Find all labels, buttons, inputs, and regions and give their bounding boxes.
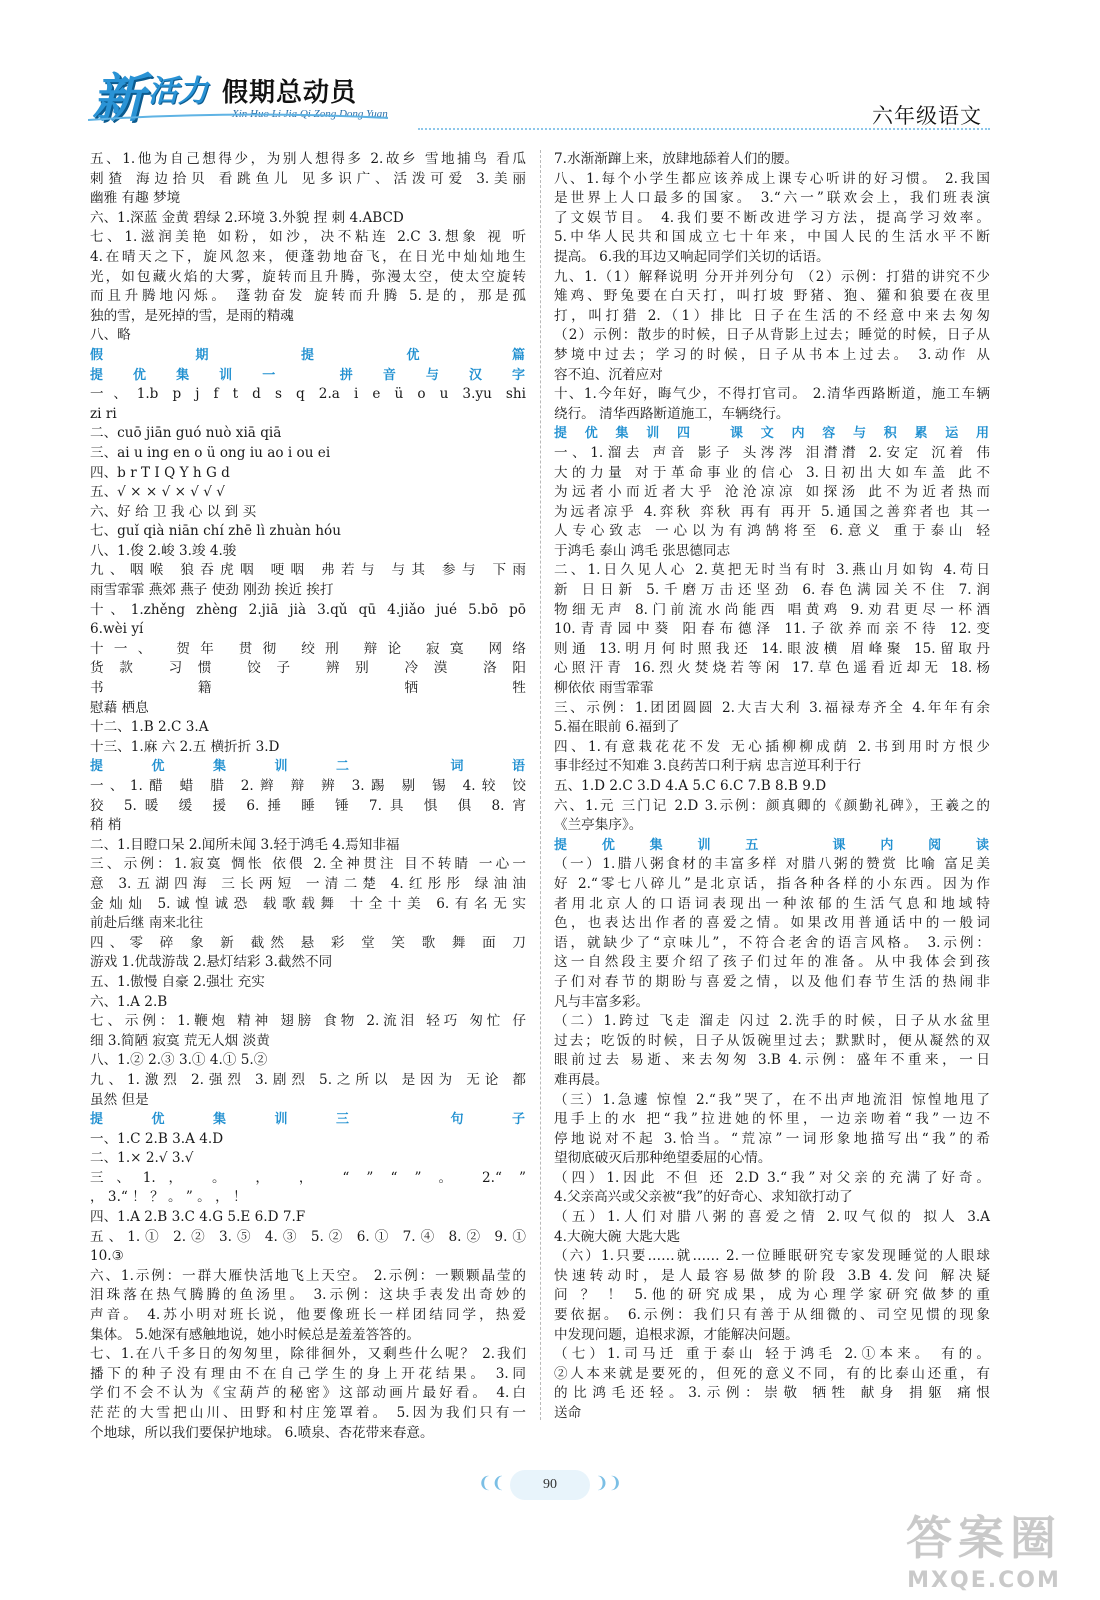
answer-line: 子们对春节的期盼与喜爱之情，以及他们春节生活的热闹非	[554, 973, 990, 990]
answer-line: 了文娱节目。 4.我们要不断改进学习方法，提高学习效率。	[554, 209, 990, 226]
answer-line: 四、1.有意栽花花不发 无心插柳柳成荫 2.书到用时方恨少	[554, 738, 990, 755]
section-heading: 提优集训二 词语	[90, 759, 526, 775]
answer-line: 则通 13.明月何时照我还 14.眼波横 眉峰聚 15.留取丹	[554, 640, 990, 657]
answer-line: 八、1.② 2.③ 3.① 4.① 5.②	[90, 1052, 268, 1069]
answer-line: 七、1.在八千多日的匆匆里，除徘徊外，又剩些什么呢？ 2.我们	[90, 1346, 526, 1363]
answer-line: 5.福在眼前 6.福到了	[554, 719, 680, 736]
answer-line: 问 ？ ！ 5.他的研究成果，成为心理学家研究做梦的重	[554, 1287, 990, 1304]
answer-line: 雉鸡、野兔要在白天打，叫打坡 野猪、狍、獾和狼要在夜里	[554, 288, 990, 305]
answer-line: 提高。 6.我的耳边又响起同学们关切的话语。	[554, 248, 830, 265]
answer-line: 柳依依 雨雪霏霏	[554, 680, 654, 697]
answer-line: 6.wèi yí	[90, 621, 144, 638]
answer-line: 事非经过不知难 3.良药苦口利于病 忠言逆耳利于行	[554, 758, 862, 775]
answer-line: zi ri	[90, 405, 117, 422]
answer-line: 狡 5.暖 缓 援 6.捶 睡 锤 7.具 惧 俱 8.宵	[90, 797, 526, 814]
answer-line: 眼前过去 易逝、来去匆匆 3.B 4.示例：盛年不重来，一日	[554, 1052, 990, 1069]
answer-line: 茫茫的大雪把山川、田野和村庄笼罩着。 5.因为我们只有一	[90, 1405, 526, 1421]
answer-line: 三、示例：1.寂寞 惆怅 依偎 2.全神贯注 目不转睛 一心一	[90, 856, 526, 873]
answer-line: ， 3.“ ！ ？ 。 ” 。 ， ！	[90, 1189, 247, 1206]
answer-line: 播下的种子没有理由不在自己学生的身上开花结果。 3.同	[90, 1365, 526, 1382]
section-heading: 假期提优篇	[90, 347, 526, 363]
answer-line: 于鸿毛 泰山 鸿毛 张思德同志	[554, 542, 731, 559]
answer-line: 物细无声 8.门前流水尚能西 唱黄鸡 9.劝君更尽一杯酒	[554, 601, 990, 618]
answer-line: 八、1.俊 2.峻 3.竣 4.骏	[90, 542, 237, 559]
answer-line: 这一自然段主要介绍了孩子们过年的准备。从中我体会到孩	[554, 954, 990, 971]
answer-line: 梦境中过去；学习的时候，日子从书本上过去。 3.动作 从	[554, 346, 990, 363]
answer-line: 五、1.傲慢 自豪 2.强壮 充实	[90, 973, 265, 990]
answer-line: 10.青青园中葵 阳春布德泽 11.子欲养而亲不待 12.变	[554, 621, 990, 638]
flourish-left-icon: ❨❨	[478, 1473, 505, 1492]
answer-line: 金灿灿 5.诚惶诚恐 载歌载舞 十全十美 6.有名无实	[90, 895, 526, 912]
answer-line: 独的雪，是死掉的雪，是雨的精魂	[90, 307, 294, 324]
answer-line: 稍 梢	[90, 817, 122, 834]
answer-line: 色，也表达出作者的喜爱之情。如果改用普通话中的一般词	[554, 915, 990, 932]
answer-line: 《兰亭集序》。	[554, 817, 643, 834]
answer-line: 集体。 5.她深有感触地说，她小时候总是羞羞答答的。	[90, 1326, 420, 1343]
answer-line: 5.中华人民共和国成立七十年来，中国人民的生活水平不断	[554, 229, 990, 246]
answer-line: 泪珠落在热气腾腾的鱼汤里。 3.示例：这块手表发出奇妙的	[90, 1287, 526, 1304]
logo-huoli-characters: 活力	[148, 74, 208, 109]
answer-line: 七、1.滋润美艳 如粉，如沙，决不粘连 2.C 3.想象 视 听	[90, 229, 526, 246]
answer-line: 容不迫、沉着应对	[554, 366, 663, 383]
section-heading: 提优集训五 课内阅读	[554, 837, 990, 853]
flourish-right-icon: ❩❩	[595, 1473, 622, 1492]
answer-line: （五）1.人们对腊八粥的喜爱之情 2.叹气似的 拟人 3.A	[554, 1209, 990, 1226]
answer-line: 一、1.醋 蜡 腊 2.辫 辩 辨 3.踢 剔 锡 4.较 饺	[90, 778, 526, 794]
answer-line: （一）1.腊八粥食材的丰富多样 对腊八粥的赞赏 比喻 富足美	[554, 856, 990, 873]
answer-line: （六）1.只要……就…… 2.一位睡眠研究专家发现睡觉的人眼球	[554, 1248, 990, 1265]
answer-line: 五、√ × × √ × √ √ √	[90, 484, 225, 501]
answer-line: 大的力量 对于革命事业的信心 3.日初出大如车盖 此不	[554, 464, 990, 481]
series-title: 假期总动员	[222, 78, 358, 108]
answer-line: 绕行。 清华西路断道施工，车辆绕行。	[554, 405, 790, 422]
answer-line: 4.大碗大碗 大匙大匙	[554, 1228, 681, 1245]
answer-line: 心照汗青 16.烈火焚烧若等闲 17.草色遥看近却无 18.杨	[554, 660, 990, 677]
answer-line: 声音。 4.苏小明对班长说，他要像班长一样团结同学，热爱	[90, 1307, 526, 1324]
header-dotted-rule	[418, 128, 990, 130]
answer-line: 游戏 1.优哉游哉 2.悬灯结彩 3.截然不同	[90, 954, 333, 971]
answer-line: 四、1.A 2.B 3.C 4.G 5.E 6.D 7.F	[90, 1209, 306, 1226]
answer-line: 为远者凉乎 4.弈秋 弈秋 再有 再开 5.通国之善弈者也 其一	[554, 503, 990, 520]
answer-line: 二、1.日久见人心 2.莫把无时当有时 3.燕山月如钩 4.苟日	[554, 562, 990, 579]
answer-line: 九、1.（1）解释说明 分开并列分句 （2）示例：打猎的讲究不少	[554, 268, 990, 285]
answer-line: 二、1.目瞪口呆 2.闻所未闻 3.轻于鸿毛 4.焉知非福	[90, 836, 400, 853]
answer-line: 人专心致志 一心以为有鸿鹄将至 6.意义 重于泰山 轻	[554, 523, 990, 540]
answer-line: 四、b r T I Q Y h G d	[90, 464, 230, 481]
answer-line: 甩手上的水 把“我”拉进她的怀里，一边亲吻着“我”一边不	[554, 1111, 990, 1128]
answer-line: 望彻底破灭后那种绝望委屈的心情。	[554, 1150, 772, 1167]
answer-line: （2）示例：散步的时候，日子从背影上过去；睡觉的时候，日子从	[554, 327, 990, 344]
answer-line: 凡与丰富多彩。	[554, 993, 650, 1010]
answer-line: 10.③	[90, 1248, 124, 1265]
answer-line: 九、咽喉 狼吞虎咽 哽咽 弗若与 与其 参与 下雨	[90, 562, 526, 579]
answer-line: （七）1.司马迁 重于泰山 轻于鸿毛 2.①本来。 有的。	[554, 1346, 990, 1363]
answer-line: 十一、 贺年 贯彻 绞刑 辩论 寂寞 网络	[90, 640, 526, 657]
answer-line: 七、示例：1.鞭炮 精神 翅膀 食物 2.流泪 轻巧 匆忙 仔	[90, 1013, 526, 1030]
answer-line: （四）1.因此 不但 还 2.D 3.“我”对父亲的充满了好奇。	[554, 1169, 990, 1186]
answer-line: 六、1.A 2.B	[90, 993, 168, 1010]
answer-line: 二、1.× 2.√ 3.√	[90, 1150, 194, 1167]
answer-line: （三）1.急遽 惊惶 2.“我”哭了，在不出声地流泪 惊惶地甩了	[554, 1091, 990, 1108]
page-number: 90	[510, 1470, 590, 1500]
section-heading: 提优集训四 课文内容与积累运用	[554, 426, 990, 442]
answer-line: 六、1.深蓝 金黄 碧绿 2.环境 3.外貌 捏 刺 4.ABCD	[90, 209, 404, 226]
section-heading: 提优集训一 拼音与汉字	[90, 367, 526, 383]
answer-line: 停地说对不起 3.恰当。“荒凉”一词形象地描写出“我”的希	[554, 1130, 990, 1147]
answer-line: 是世界上人口最多的国家。 3.“六一”联欢会上，我们班表演	[554, 190, 990, 207]
answer-line: 八、略	[90, 327, 131, 344]
answer-line: 新 日日新 5.千磨万击还坚劲 6.春色满园关不住 7.润	[554, 582, 990, 599]
answer-line: 打，叫打猎 2.（1）排比 日子在生活的不经意中来去匆匆	[554, 307, 990, 324]
answer-line: 光，如包藏火焰的大雾，旋转而且升腾，弥漫太空，使太空旋转	[90, 268, 526, 285]
answer-line: 七、guǐ qià niān chí zhē lì zhuàn hóu	[90, 523, 341, 540]
answer-line: 的比鸿毛还轻。3.示例：崇敬 牺牲 献身 捐躯 痛恨	[554, 1385, 990, 1402]
answer-line: 意 3.五湖四海 三长两短 一清二楚 4.红彤彤 绿油油	[90, 875, 526, 892]
answer-line: 4.在晴天之下，旋风忽来，便蓬勃地奋飞，在日光中灿灿地生	[90, 248, 526, 265]
answer-line: 三、ai u ing en o ü ong iu ao i ou ei	[90, 444, 331, 461]
answer-line: 7.水渐渐蹿上来，放肆地舔着人们的腰。	[554, 151, 799, 167]
answer-line: ②人本来就是要死的，但死的意义不同，有的比泰山还重，有	[554, 1365, 990, 1382]
answer-line: 过去；吃饭的时候，日子从饭碗里过去；默默时，便从凝然的双	[554, 1032, 990, 1049]
logo-xin-character: 新	[92, 69, 145, 129]
answer-line: 快速转动时，是人最容易做梦的阶段 3.B 4.发问 解决疑	[554, 1267, 990, 1284]
answer-line: 前赴后继 南来北往	[90, 915, 204, 932]
watermark-logo: 答案圈	[906, 1511, 1062, 1565]
answer-line: 货款 习惯 饺子 辨别 冷漠 洛阳	[90, 660, 526, 677]
answer-line: 中发现问题，追根求源，才能解决问题。	[554, 1326, 799, 1343]
page-header	[0, 0, 1100, 140]
section-heading: 提优集训三 句子	[90, 1112, 526, 1128]
answer-line: 三、示例：1.团团圆圆 2.大吉大利 3.福禄寿齐全 4.年年有余	[554, 699, 990, 716]
watermark-url: MXQE.COM	[907, 1568, 1061, 1593]
answer-line: 幽雅 有趣 梦境	[90, 190, 181, 207]
answer-line: 五、1.他为自己想得少，为别人想得多 2.故乡 雪地捕鸟 看瓜	[90, 151, 526, 167]
answer-line: 个地球，所以我们要保护地球。 6.喷泉、杏花带来春意。	[90, 1424, 434, 1441]
logo-swoosh-icon	[88, 112, 388, 122]
answer-line: 好 2.“零七八碎儿”是北京话，指各种各样的小东西。因为作	[554, 875, 990, 892]
answer-line: 三、1.， 。 ， ， “ ” “ ” 。 2.“ ”	[90, 1169, 526, 1186]
answer-line: 难再晨。	[554, 1071, 609, 1088]
answer-line: 五、1.D 2.C 3.D 4.A 5.C 6.C 7.B 8.B 9.D	[554, 778, 827, 794]
answer-line: 六、好 给 卫 我 心 以 到 买	[90, 503, 257, 520]
series-pinyin: Xin Huo Li Jia Qi Zong Dong Yuan	[232, 108, 388, 120]
answer-line: 要依据。 6.示例：我们只有善于从细微的、司空见惯的现象	[554, 1307, 990, 1324]
answer-line: （二）1.跨过 飞走 溜走 闪过 2.洗手的时候，日子从水盆里	[554, 1013, 990, 1030]
answer-line: 九、1.激烈 2.强烈 3.剧烈 5.之所以 是因为 无论 都	[90, 1071, 526, 1088]
answer-column-right	[554, 150, 990, 1424]
answer-line: 十、1.今年好，晦气少，不得打官司。 2.清华西路断道，施工车辆	[554, 386, 990, 403]
answer-line: 虽然 但是	[90, 1091, 149, 1108]
answer-column-left	[90, 150, 526, 1443]
answer-line: 书籍 牺牲	[90, 680, 526, 697]
answer-line: 五、1.① 2.② 3.⑤ 4.③ 5.② 6.① 7.④ 8.② 9.①	[90, 1228, 526, 1245]
answer-line: 者用北京人的口语词表现出一种浓郁的生活气息和地域特	[554, 895, 990, 912]
site-watermark	[906, 1502, 1062, 1593]
answer-line: 十三、1.麻 六 2.五 横折折 3.D	[90, 738, 280, 755]
answer-line: 细 3.简陋 寂寞 荒无人烟 淡黄	[90, 1032, 270, 1049]
answer-line: 雨雪霏霏 燕郊 燕子 使劲 刚劲 挨近 挨打	[90, 582, 334, 599]
answer-line: 十、1.zhěng zhèng 2.jiā jià 3.qǔ qū 4.jiǎo jué 5.bō pō	[90, 601, 526, 618]
answer-line: 送命	[554, 1405, 582, 1421]
answer-line: 六、1.元 三门记 2.D 3.示例：颜真卿的《颜勤礼碑》，王羲之的	[554, 797, 990, 814]
answer-line: 4.父亲高兴或父亲被“我”的好奇心、求知欲打动了	[554, 1189, 853, 1206]
answer-line: 十二、1.B 2.C 3.A	[90, 719, 209, 736]
answer-line: 学们不会不认为《宝葫芦的秘密》这部动画片最好看。 4.白	[90, 1385, 526, 1402]
grade-subject-label: 六年级语文	[872, 104, 982, 128]
answer-line: 二、cuō jiān guó nuò xiā qiā	[90, 425, 282, 442]
answer-line: 而且升腾地闪烁。 蓬勃奋发 旋转而升腾 5.是的，那是孤	[90, 288, 526, 305]
answer-line: 一、1.溜去 声音 影子 头涔涔 泪潸潸 2.安定 沉着 伟	[554, 444, 990, 461]
page-footer	[0, 1470, 1100, 1500]
answer-line: 六、1.示例：一群大雁快活地飞上天空。 2.示例：一颗颗晶莹的	[90, 1267, 526, 1284]
answer-line: 慰藉 栖息	[90, 699, 149, 716]
answer-line: 刺猹 海边拾贝 看跳鱼儿 见多识广、活泼可爱 3.美丽	[90, 170, 526, 187]
answer-line: 一、1.b p j f t d s q 2.a i e ü o u 3.yu shi	[90, 386, 526, 403]
answer-line: 四、零 碎 象 新 截然 悬 彩 堂 笑 歌 舞 面 刀	[90, 934, 526, 951]
answer-line: 八、1.每个小学生都应该养成上课专心听讲的好习惯。 2.我国	[554, 170, 990, 187]
answer-line: 一、1.C 2.B 3.A 4.D	[90, 1130, 224, 1147]
column-divider	[540, 150, 541, 1420]
answer-line: 为远者小而近者大乎 沧沧凉凉 如探汤 此不为近者热而	[554, 484, 990, 501]
answer-line: 语，就缺少了“京味儿”，不符合老舍的语言风格。 3.示例：	[554, 934, 990, 951]
